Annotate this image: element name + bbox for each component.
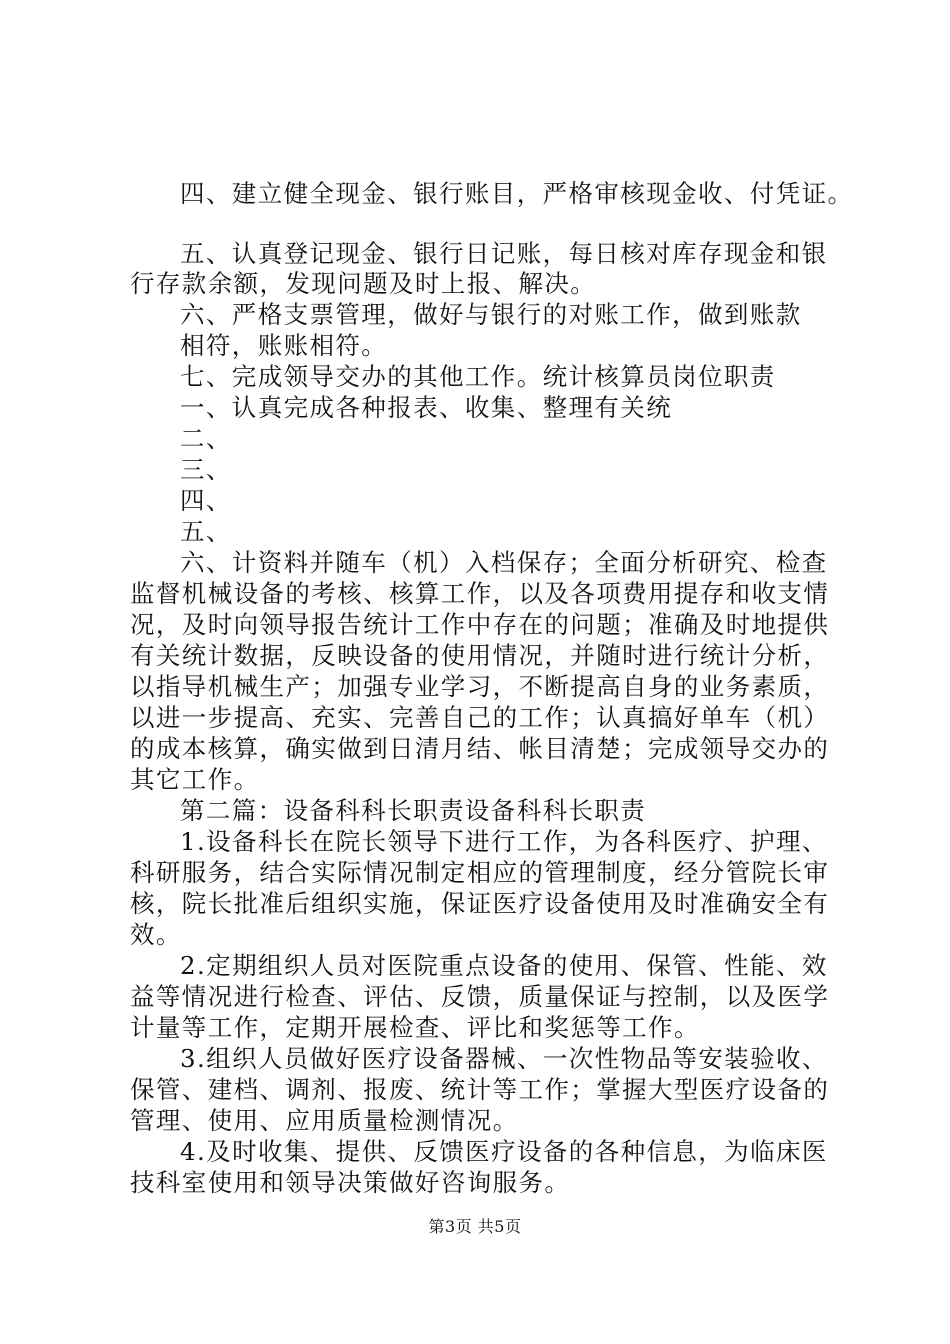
page-footer: 第3页 共5页: [428, 1217, 522, 1236]
text-line: 六、计资料并随车（机）入档保存；全面分析研究、检查: [180, 548, 828, 577]
text-line: 2.定期组织人员对医院重点设备的使用、保管、性能、效: [180, 951, 828, 980]
text-line: 益等情况进行检查、评估、反馈，质量保证与控制，以及医学: [130, 982, 830, 1011]
text-line: 六、严格支票管理，做好与银行的对账工作，做到账款: [180, 300, 802, 329]
text-line: 四、: [180, 486, 232, 515]
text-line: 七、完成领导交办的其他工作。统计核算员岗位职责: [180, 362, 776, 391]
text-line: 的成本核算，确实做到日清月结、帐目清楚；完成领导交办的: [130, 734, 830, 763]
text-line: 技科室使用和领导决策做好咨询服务。: [130, 1168, 571, 1197]
text-line: 以指导机械生产；加强专业学习，不断提高自身的业务素质，: [130, 672, 830, 701]
text-line: 一、认真完成各种报表、收集、整理有关统: [180, 393, 673, 422]
text-line: 3.组织人员做好医疗设备器械、一次性物品等安装验收、: [180, 1044, 828, 1073]
text-line: 五、: [180, 517, 232, 546]
text-line: 三、: [180, 455, 232, 484]
text-line: 效。: [130, 920, 182, 949]
text-line: 以进一步提高、充实、完善自己的工作；认真搞好单车（机）: [130, 703, 830, 732]
text-line: 计量等工作，定期开展检查、评比和奖惩等工作。: [130, 1013, 700, 1042]
text-line: 二、: [180, 424, 232, 453]
text-line: 1.设备科长在院长领导下进行工作，为各科医疗、护理、: [180, 827, 828, 856]
text-line: 其它工作。: [130, 765, 260, 794]
text-line: 科研服务，结合实际情况制定相应的管理制度，经分管院长审: [130, 858, 830, 887]
text-line: 4.及时收集、提供、反馈医疗设备的各种信息，为临床医: [180, 1137, 828, 1166]
text-line: 监督机械设备的考核、核算工作，以及各项费用提存和收支情: [130, 579, 830, 608]
text-line: 有关统计数据，反映设备的使用情况，并随时进行统计分析，: [130, 641, 830, 670]
text-line: 况，及时向领导报告统计工作中存在的问题；准确及时地提供: [130, 610, 830, 639]
text-line: 保管、建档、调剂、报废、统计等工作；掌握大型医疗设备的: [130, 1075, 830, 1104]
text-line: 管理、使用、应用质量检测情况。: [130, 1106, 519, 1135]
text-line: 相符，账账相符。: [180, 331, 388, 360]
text-line: 核，院长批准后组织实施，保证医疗设备使用及时准确安全有: [130, 889, 830, 918]
text-line: 五、认真登记现金、银行日记账，每日核对库存现金和银: [180, 239, 828, 268]
section-heading: 第二篇：设备科科长职责设备科科长职责: [180, 796, 647, 825]
text-line: 四、建立健全现金、银行账目，严格审核现金收、付凭证。: [180, 179, 854, 208]
text-line: 行存款余额，发现问题及时上报、解决。: [130, 269, 597, 298]
